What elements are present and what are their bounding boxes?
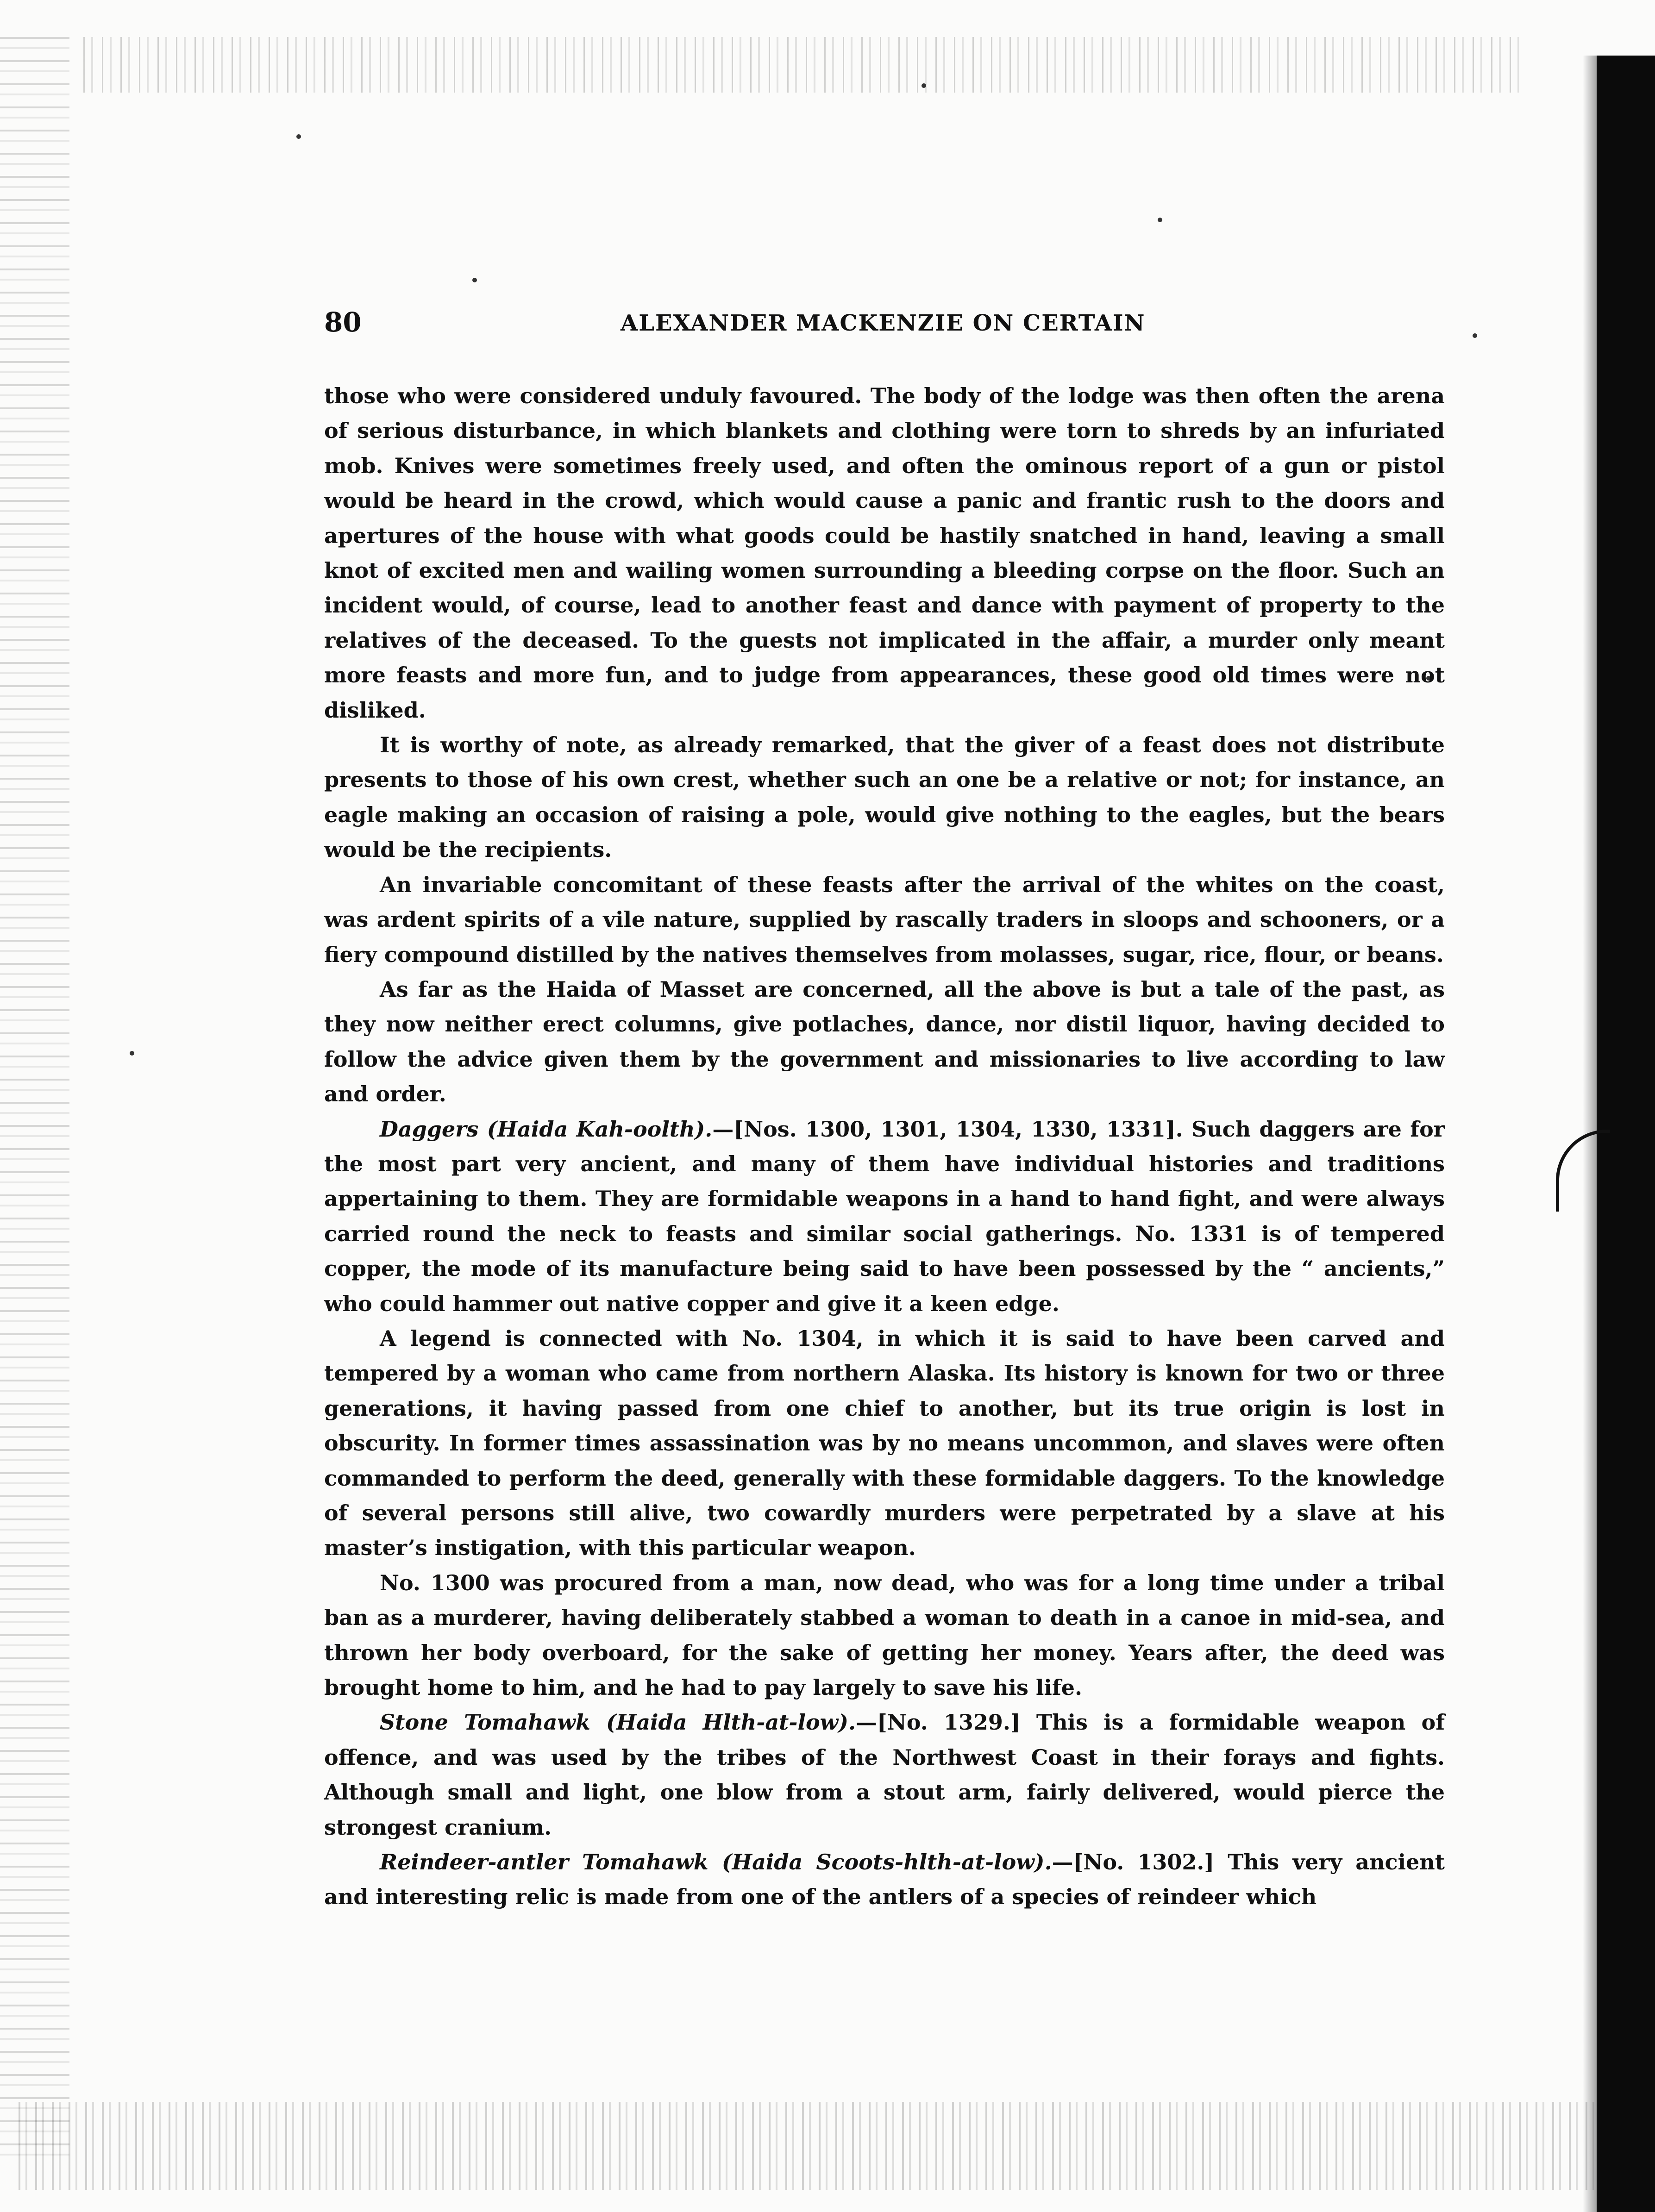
section-lead: Stone Tomahawk (Haida Hlth-at-low). <box>380 1710 856 1735</box>
margin-mark <box>1556 1130 1610 1212</box>
paragraph <box>324 1705 1445 1845</box>
paragraph-text: No. 1300 was procured from a man, now dead, who was for a long time under a tribal ban as a murderer, having deliberately stabbed a woman to death in a canoe in mid-sea, and thrown her body overboard, for the sake of getting her money. Years after, the deed was brought home to him, and he had to pay largely to save his life. <box>324 1570 1445 1700</box>
scan-edge-left <box>0 37 69 2167</box>
paragraph <box>324 1845 1445 1915</box>
scan-edge-bottom <box>19 2102 1621 2190</box>
paragraph <box>324 972 1445 1112</box>
speck <box>1158 218 1162 222</box>
paragraph <box>324 1112 1445 1321</box>
page-header <box>324 306 1593 353</box>
paragraph-text: A legend is connected with No. 1304, in which it is said to have been carved and tempered by a woman who came from northern Alaska. Its history is known for two or three generations, it having passed from one chief to another, but its true origin is lost in obscurity. In former times assassination was by no means uncommon, and slaves were often commanded to perform the deed, generally with these formidable daggers. To the knowledge of several persons still alive, two cowardly murders were perpetrated by a slave at his master’s instigation, with this particular weapon. <box>324 1325 1445 1561</box>
paragraph-text: —[No. 1302.] This very ancient and interesting relic is made from one of the antlers of a species of reindeer which <box>324 1850 1445 1910</box>
paragraph-text: those who were considered unduly favoured. The body of the lodge was then often the arena of serious disturbance, in which blankets and clothing were torn to shreds by an infuriated mob. Knives were sometimes freely used, and often the ominous report of a gun or pistol would be heard in the crowd, which would cause a panic and frantic rush to the doors and apertures of the house with what goods could be hastily snatched in hand, leaving a small knot of excited men and wailing women surrounding a bleeding corpse on the floor. Such an incident would, of course, lead to another feast and dance with payment of property to the relatives of the deceased. To the guests not implicated in the affair, a murder only meant more feasts and more fun, and to judge from appearances, these good old times were not disliked. <box>324 383 1445 723</box>
body-text <box>324 379 1445 1915</box>
paragraph-text: An invariable concomitant of these feasts after the arrival of the whites on the coast, was ardent spirits of a vile nature, supplied by rascally traders in sloops and schooners, or a fiery compound distilled by the natives themselves from molasses, sugar, rice, flour, or beans. <box>324 872 1445 967</box>
section-lead: Reindeer-antler Tomahawk (Haida Scoots-hlth-at-low). <box>380 1850 1052 1875</box>
paragraph-text: It is worthy of note, as already remarked, that the giver of a feast does not distribute presents to those of his own crest, whether such an one be a relative or not; for instance, an eagle making an occasion of raising a pole, would give nothing to the eagles, but the bears would be the recipients. <box>324 732 1445 862</box>
speck <box>296 134 301 139</box>
paragraph-text: —[No. 1329.] This is a formidable weapon of offence, and was used by the tribes of the Northwest Coast in their forays and fights. Although small and light, one blow from a stout arm, fairly delivered, would pierce the strongest cranium. <box>324 1710 1445 1840</box>
paragraph <box>324 868 1445 972</box>
paragraph <box>324 1321 1445 1566</box>
speck <box>130 1051 134 1056</box>
section-lead: Daggers (Haida Kah-oolth). <box>380 1116 713 1142</box>
paragraph <box>324 728 1445 868</box>
paragraph-text: As far as the Haida of Masset are concerned, all the above is but a tale of the past, as they now neither erect columns, give potlaches, dance, nor distil liquor, having decided to follow the advice given them by the government and missionaries to live according to law and order. <box>324 976 1445 1107</box>
speck <box>922 83 926 88</box>
scan-edge-top <box>83 37 1519 93</box>
paragraph <box>324 379 1445 728</box>
running-head: ALEXANDER MACKENZIE ON CERTAIN <box>621 310 1146 336</box>
paragraph-text: —[Nos. 1300, 1301, 1304, 1330, 1331]. Such daggers are for the most part very ancient, and many of them have individual histories and traditions appertaining to them. They are formidable weapons in a hand to hand fight, and were always carried round the neck to feasts and similar social gatherings. No. 1331 is of tempered copper, the mode of its manufacture being said to have been possessed by the “ ancients,” who could hammer out native copper and give it a keen edge. <box>324 1116 1445 1316</box>
paragraph <box>324 1566 1445 1706</box>
speck <box>472 278 477 282</box>
page-number: 80 <box>324 306 362 338</box>
